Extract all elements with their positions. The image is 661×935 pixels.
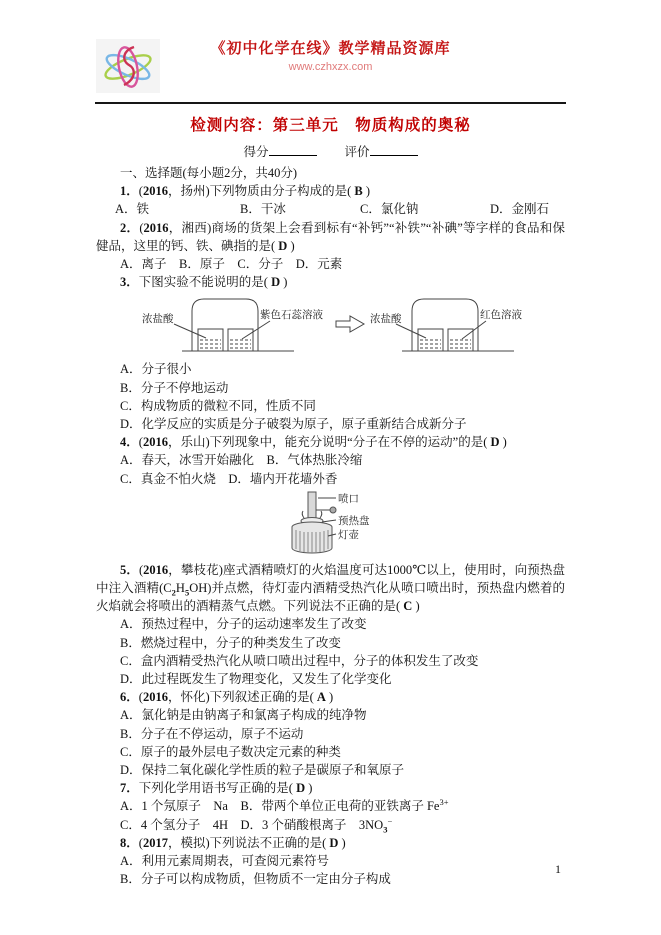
- q5-option-c: C．盒内酒精受热汽化从喷口喷出过程中，分子的体积发生了改变: [120, 653, 479, 668]
- q1-options: [96, 200, 565, 218]
- figure-litmus-experiment: [96, 293, 565, 357]
- site-title: 《初中化学在线》教学精品资源库: [210, 41, 451, 57]
- q6-option-d: D．保持二氧化碳化学性质的粒子是碳原子和氧原子: [120, 763, 405, 778]
- q1-options-col0: A．铁: [115, 202, 150, 217]
- figure-alcohol-blast-lamp: [96, 490, 565, 558]
- arrow-icon: [336, 316, 364, 332]
- fig1-label-hcl-right: 浓盐酸: [369, 314, 401, 326]
- site-logo: [96, 39, 160, 93]
- q4-options-cd: C．真金不怕火烧 D．墙内开花墙外香: [120, 471, 338, 486]
- q7-stem: 7．下列化学用语书写正确的是( D ): [120, 781, 313, 796]
- fig2-label-preheat-pan: 预热盘: [337, 515, 369, 527]
- q6-option-a: A．氯化钠是由钠离子和氯离子构成的纯净物: [120, 708, 367, 723]
- header-divider: [95, 102, 566, 104]
- q5-option-a: A．预热过程中，分子的运动速率发生了改变: [120, 617, 367, 632]
- q5-stem: 5．(2016，攀枝花)座式酒精喷灯的火焰温度可达1000℃以上，使用时，向预热盘中注入酒精$(C_2H_5OH)$并点燃，待灯壶内酒精受热汽化从喷口喷出时，预热盘内燃着的火焰就会将喷出的酒精蒸气点燃。下列说法不正确的是( C ): [96, 562, 565, 614]
- q8-stem: 8．(2017，模拟)下列说法不正确的是( D ): [120, 835, 346, 850]
- eval-label: 评价: [344, 145, 370, 159]
- q5-option-d: D．此过程既发生了物理变化，又发生了化学变化: [120, 672, 392, 687]
- q6-option-b: B．分子在不停运动，原子不运动: [120, 726, 304, 741]
- q3-stem: 3．下图实验不能说明的是( D ): [120, 275, 288, 290]
- q6-stem: 6．(2016，怀化)下列叙述正确的是( A ): [120, 690, 334, 705]
- q7-options-cd: C．4 个氢分子 4H D．3 个硝酸根离子 $3NO_3^-$: [120, 815, 393, 835]
- q1-options-col1: B．干冰: [240, 202, 286, 217]
- fig2-label-lamp-pot: 灯壶: [337, 529, 359, 541]
- q4-options-ab: A．春天，冰雪开始融化 B．气体热胀冷缩: [120, 453, 363, 468]
- q6-option-c: C．原子的最外层电子数决定元素的种类: [120, 744, 341, 759]
- page-title: 检测内容：第三单元 物质构成的奥秘: [190, 117, 471, 134]
- atom-logo-icon: [96, 39, 160, 93]
- q1-options-col3: D．金刚石: [490, 202, 550, 217]
- page-number: 1: [555, 862, 561, 876]
- q2-options: A．离子 B．原子 C．分子 D．元素: [120, 257, 343, 272]
- q3-option-c: C．构成物质的微粒不同，性质不同: [120, 398, 316, 413]
- fig1-label-red-solution: 红色溶液: [479, 310, 522, 322]
- q3-option-b: B．分子不停地运动: [120, 380, 229, 395]
- score-line: [0, 142, 661, 160]
- q1-options-col2: C．氯化钠: [360, 202, 419, 217]
- q8-option-a: A．利用元素周期表，可查阅元素符号: [120, 854, 330, 869]
- score-blank: [269, 143, 317, 156]
- q3-option-a: A．分子很小: [120, 362, 192, 377]
- q3-option-d: D．化学反应的实质是分子破裂为原子，原子重新结合成新分子: [120, 417, 467, 432]
- q5-option-b: B．燃烧过程中，分子的种类发生了改变: [120, 635, 341, 650]
- eval-blank: [370, 143, 418, 156]
- section-heading: 一、选择题(每小题2分，共40分): [120, 166, 298, 180]
- fig2-label-nozzle: 喷口: [337, 493, 359, 505]
- content: [96, 164, 565, 889]
- site-url: www.czhxzx.com: [288, 61, 373, 73]
- score-label: 得分: [243, 145, 269, 159]
- q8-option-b: B．分子可以构成物质，但物质不一定由分子构成: [120, 872, 391, 887]
- fig1-label-litmus: 紫色石蕊溶液: [259, 310, 323, 322]
- q2-stem: 2．(2016，湘西)商场的货架上会看到标有“补钙”“补铁”“补碘”等字样的食品和保健品，这里的钙、铁、碘指的是( D ): [96, 220, 565, 253]
- fig1-label-hcl-left: 浓盐酸: [141, 314, 173, 326]
- q1-stem: 1．(2016，扬州)下列物质由分子构成的是( B ): [120, 184, 371, 199]
- header: [0, 0, 661, 95]
- q4-stem: 4．(2016，乐山)下列现象中，能充分说明“分子在不停的运动”的是( D ): [120, 435, 507, 450]
- q7-options-ab: A．1 个氖原子 Na B．带两个单位正电荷的亚铁离子 $Fe^{3+}$: [120, 797, 449, 814]
